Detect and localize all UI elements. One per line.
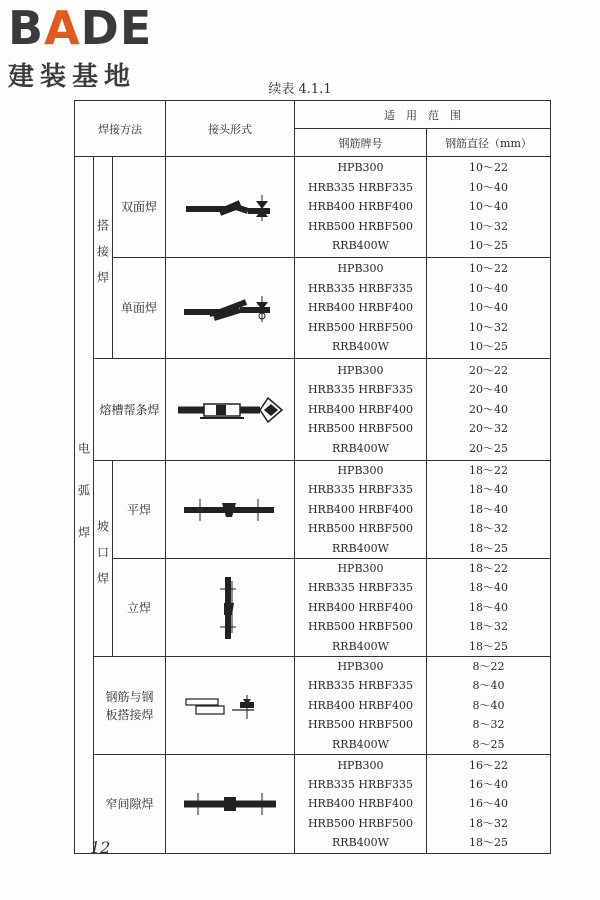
table-row (75, 755, 551, 854)
flat-groove-joint-icon (170, 495, 290, 525)
grade-list: HPB300 HRB335 HRBF335 HRB400 HRBF400 HRB500 HRBF500 RRB400W (295, 559, 427, 657)
diameter-list: 18～22 18～40 18～40 18～32 18～25 (427, 461, 551, 559)
grade-list: HPB300 HRB335 HRBF335 HRB400 HRBF400 HRB500 HRBF500 RRB400W (295, 359, 427, 461)
diameter-list: 8～22 8～40 8～40 8～32 8～25 (427, 657, 551, 755)
method-bar-plate-lap: 钢筋与钢板搭接焊 (94, 657, 166, 755)
group-arc-welding: 电弧焊 (75, 157, 94, 854)
grade-list: HPB300 HRB335 HRBF335 HRB400 HRBF400 HRB500 HRBF500 RRB400W (295, 157, 427, 258)
joint-diagram (166, 461, 295, 559)
joint-diagram (166, 258, 295, 359)
header-grade: 钢筋牌号 (295, 129, 427, 157)
joint-diagram (166, 559, 295, 657)
method-flat: 平焊 (113, 461, 166, 559)
diameter-list: 10～22 10～40 10～40 10～32 10～25 (427, 258, 551, 359)
bar-plate-lap-joint-icon (170, 691, 290, 721)
double-lap-joint-icon (170, 187, 290, 227)
header-method: 焊接方法 (75, 101, 166, 157)
table-row (75, 359, 551, 461)
table-caption: 续表 4.1.1 (268, 82, 332, 97)
table-row (75, 258, 551, 359)
method-groove-strap: 熔槽帮条焊 (94, 359, 166, 461)
table-row (75, 559, 551, 657)
page-number: 12 (90, 838, 111, 857)
table-row (75, 461, 551, 559)
group-lap-welding: 搭接焊 (94, 157, 113, 359)
table-row (75, 657, 551, 755)
groove-strap-joint-icon (170, 390, 290, 430)
group-groove-welding: 坡口焊 (94, 461, 113, 657)
method-single-side: 单面焊 (113, 258, 166, 359)
vertical-groove-joint-icon (170, 573, 290, 643)
header-joint: 接头形式 (166, 101, 295, 157)
grade-list: HPB300 HRB335 HRBF335 HRB400 HRBF400 HRB500 HRBF500 RRB400W (295, 657, 427, 755)
method-narrow-gap: 窄间隙焊 (94, 755, 166, 854)
joint-diagram (166, 657, 295, 755)
header-scope: 适 用 范 围 (295, 101, 551, 129)
table-row (75, 157, 551, 258)
grade-list: HPB300 HRB335 HRBF335 HRB400 HRBF400 HRB500 HRBF500 RRB400W (295, 258, 427, 359)
logo-subtitle: 建装基地 (8, 62, 137, 92)
diameter-list: 16～22 16～40 16～40 18～32 18～25 (427, 755, 551, 854)
narrow-gap-joint-icon (170, 789, 290, 819)
joint-diagram (166, 755, 295, 854)
method-double-side: 双面焊 (113, 157, 166, 258)
grade-list: HPB300 HRB335 HRBF335 HRB400 HRBF400 HRB500 HRBF500 RRB400W (295, 755, 427, 854)
welding-spec-table (74, 100, 551, 854)
diameter-list: 10～22 10～40 10～40 10～32 10～25 (427, 157, 551, 258)
method-vertical: 立焊 (113, 559, 166, 657)
joint-diagram (166, 157, 295, 258)
single-lap-joint-icon (170, 288, 290, 328)
grade-list: HPB300 HRB335 HRBF335 HRB400 HRBF400 HRB500 HRBF500 RRB400W (295, 461, 427, 559)
diameter-list: 20～22 20～40 20～40 20～32 20～25 (427, 359, 551, 461)
diameter-list: 18～22 18～40 18～40 18～32 18～25 (427, 559, 551, 657)
joint-diagram (166, 359, 295, 461)
header-diameter: 钢筋直径（mm） (427, 129, 551, 157)
logo-wordmark: BADE (8, 1, 153, 55)
